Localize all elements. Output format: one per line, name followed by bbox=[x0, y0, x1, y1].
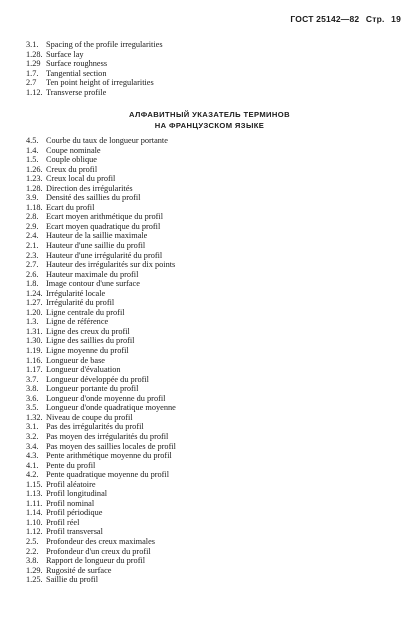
entry-term: Ecart moyen arithmétique du profil bbox=[46, 212, 164, 222]
entry-term: Hauteur maximale du profil bbox=[46, 269, 139, 279]
index-entry bbox=[26, 289, 176, 299]
entry-term: Pas des irrégularités du profil bbox=[46, 422, 144, 432]
entry-term: Longueur développée du profil bbox=[46, 374, 149, 384]
entry-number: 4.2. bbox=[26, 470, 39, 480]
entry-number: 1.25. bbox=[26, 575, 43, 585]
entry-number: 2.7. bbox=[26, 260, 39, 270]
entry-term: Image contour d'une surface bbox=[46, 279, 140, 289]
index-entry bbox=[26, 184, 176, 194]
entry-term: Longueur d'évaluation bbox=[46, 365, 121, 375]
entry-term: Longueur portante du profil bbox=[46, 384, 139, 394]
entry-number: 1.8. bbox=[26, 279, 39, 289]
entry-term: Profil réel bbox=[46, 517, 80, 527]
index-entry bbox=[26, 403, 176, 413]
entry-number: 1.3. bbox=[26, 317, 39, 327]
index-entry bbox=[26, 241, 176, 251]
index-entry bbox=[26, 461, 176, 471]
entry-term: Ligne des saillies du profil bbox=[46, 336, 135, 346]
entry-term: Ligne centrale du profil bbox=[46, 307, 125, 317]
entry-term: Longueur de base bbox=[46, 355, 105, 365]
entry-number: 1.32. bbox=[26, 412, 43, 422]
entry-number: 1.19. bbox=[26, 346, 43, 356]
index-entry bbox=[26, 508, 176, 518]
index-entry bbox=[26, 270, 176, 280]
entry-term: Densité des saillies du profil bbox=[46, 193, 141, 203]
entry-term: Ligne de référence bbox=[46, 317, 109, 327]
index-entry bbox=[26, 88, 163, 98]
entry-term: Niveau de coupe du profil bbox=[46, 412, 133, 422]
entry-number: 2.6. bbox=[26, 269, 39, 279]
entry-term: Pente arithmétique moyenne du profil bbox=[46, 451, 172, 461]
index-entry bbox=[26, 69, 163, 79]
entry-number: 1.24. bbox=[26, 288, 43, 298]
index-entry bbox=[26, 432, 176, 442]
index-entry bbox=[26, 50, 163, 60]
index-entry bbox=[26, 193, 176, 203]
entry-number: 2.8. bbox=[26, 212, 39, 222]
entry-number: 1.26. bbox=[26, 164, 43, 174]
entry-term: Longueur d'onde quadratique moyenne bbox=[46, 403, 176, 413]
entry-term: Longueur d'onde moyenne du profil bbox=[46, 393, 166, 403]
index-entry bbox=[26, 165, 176, 175]
index-entry bbox=[26, 384, 176, 394]
entry-number: 4.5. bbox=[26, 136, 39, 145]
index-entry bbox=[26, 547, 176, 557]
index-entry bbox=[26, 480, 176, 490]
entry-term: Irrégularité du profil bbox=[46, 298, 115, 308]
index-entry bbox=[26, 537, 176, 547]
entry-number: 3.5. bbox=[26, 403, 39, 413]
entry-number: 1.4. bbox=[26, 145, 39, 155]
entry-number: 3.8. bbox=[26, 384, 39, 394]
index-entry bbox=[26, 231, 176, 241]
index-entry bbox=[26, 489, 176, 499]
entry-number: 1.12. bbox=[26, 527, 43, 537]
entry-term: Profondeur des creux maximales bbox=[46, 536, 155, 546]
index-entry bbox=[26, 451, 176, 461]
entry-number: 1.29 bbox=[26, 59, 41, 69]
entry-number: 2.2. bbox=[26, 546, 39, 556]
entry-term: Profil périodique bbox=[46, 508, 103, 518]
entry-term: Transverse profile bbox=[46, 87, 107, 97]
entry-number: 4.3. bbox=[26, 451, 39, 461]
section-title-line-1: АЛФАВИТНЫЙ УКАЗАТЕЛЬ ТЕРМИНОВ bbox=[129, 110, 290, 119]
entry-number: 2.5. bbox=[26, 536, 39, 546]
entry-number: 3.7. bbox=[26, 374, 39, 384]
index-entry bbox=[26, 327, 176, 337]
entry-term: Hauteur de la saillie maximale bbox=[46, 231, 148, 241]
index-entry bbox=[26, 174, 176, 184]
entry-number: 1.31. bbox=[26, 326, 43, 336]
entry-number: 1.29. bbox=[26, 565, 43, 575]
index-entry bbox=[26, 413, 176, 423]
entry-term: Spacing of the profile irregularities bbox=[46, 40, 163, 49]
index-entry bbox=[26, 566, 176, 576]
entry-number: 1.13. bbox=[26, 489, 43, 499]
entry-term: Profondeur d'un creux du profil bbox=[46, 546, 151, 556]
entry-term: Profil aléatoire bbox=[46, 479, 96, 489]
entry-term: Ligne moyenne du profil bbox=[46, 346, 129, 356]
entry-term: Hauteur d'une saillie du profil bbox=[46, 241, 146, 251]
index-entry bbox=[26, 136, 176, 146]
index-entry bbox=[26, 222, 176, 232]
entry-number: 2.3. bbox=[26, 250, 39, 260]
page-header bbox=[286, 14, 401, 24]
entry-term: Pas moyen des saillies locales de profil bbox=[46, 441, 176, 451]
entry-number: 3.2. bbox=[26, 431, 39, 441]
index-entry bbox=[26, 499, 176, 509]
entry-term: Rugosité de surface bbox=[46, 565, 112, 575]
index-entry bbox=[26, 155, 176, 165]
entry-number: 1.23. bbox=[26, 174, 43, 184]
index-entry bbox=[26, 317, 176, 327]
entry-term: Profil transversal bbox=[46, 527, 103, 537]
index-entry bbox=[26, 78, 163, 88]
index-entry bbox=[26, 356, 176, 366]
entry-term: Pente du profil bbox=[46, 460, 96, 470]
entry-term: Ligne des creux du profil bbox=[46, 326, 130, 336]
entry-term: Creux local du profil bbox=[46, 174, 116, 184]
index-entry bbox=[26, 146, 176, 156]
index-entry bbox=[26, 365, 176, 375]
entry-number: 1.12. bbox=[26, 87, 43, 97]
entry-term: Profil nominal bbox=[46, 498, 95, 508]
index-entry bbox=[26, 212, 176, 222]
index-entry bbox=[26, 575, 176, 585]
index-entry bbox=[26, 375, 176, 385]
entry-number: 1.28. bbox=[26, 49, 43, 59]
entry-term: Ecart moyen quadratique du profil bbox=[46, 221, 161, 231]
entry-number: 1.15. bbox=[26, 479, 43, 489]
entry-number: 1.11. bbox=[26, 498, 43, 508]
entry-term: Couple oblique bbox=[46, 155, 97, 165]
index-entry bbox=[26, 527, 176, 537]
index-entry bbox=[26, 251, 176, 261]
index-entry bbox=[26, 442, 176, 452]
index-entry bbox=[26, 40, 163, 50]
entry-term: Saillie du profil bbox=[46, 575, 99, 585]
entry-number: 1.20. bbox=[26, 307, 43, 317]
index-entry bbox=[26, 518, 176, 528]
entry-number: 1.5. bbox=[26, 155, 39, 165]
entry-number: 3.8. bbox=[26, 556, 39, 566]
entry-term: Irrégularité locale bbox=[46, 288, 106, 298]
entry-term: Pente quadratique moyenne du profil bbox=[46, 470, 170, 480]
entry-term: Profil longitudinal bbox=[46, 489, 108, 499]
index-entry bbox=[26, 308, 176, 318]
index-entry bbox=[26, 203, 176, 213]
entry-term: Coupe nominale bbox=[46, 145, 101, 155]
entry-number: 3.4. bbox=[26, 441, 39, 451]
index-entry bbox=[26, 336, 176, 346]
index-entry bbox=[26, 422, 176, 432]
entry-number: 1.17. bbox=[26, 365, 43, 375]
index-entry bbox=[26, 260, 176, 270]
section-title-line-2: НА ФРАНЦУЗСКОМ ЯЗЫКЕ bbox=[154, 121, 265, 130]
index-entry bbox=[26, 394, 176, 404]
entry-term: Pas moyen des irrégularités du profil bbox=[46, 431, 169, 441]
entry-number: 1.27. bbox=[26, 298, 43, 308]
index-entry bbox=[26, 346, 176, 356]
page-label: Стр. bbox=[365, 14, 385, 24]
entry-term: Hauteur des irrégularités sur dix points bbox=[46, 260, 176, 270]
entry-term: Tangential section bbox=[46, 68, 107, 78]
page-number: 19 bbox=[391, 14, 401, 24]
index-entry bbox=[26, 298, 176, 308]
entry-number: 1.30. bbox=[26, 336, 43, 346]
entry-number: 3.6. bbox=[26, 393, 39, 403]
entry-number: 1.7. bbox=[26, 68, 39, 78]
index-entry bbox=[26, 59, 163, 69]
section-title bbox=[0, 109, 419, 131]
entry-term: Creux du profil bbox=[46, 164, 98, 174]
entry-number: 2.4. bbox=[26, 231, 39, 241]
standard-code: ГОСТ 25142—82 bbox=[290, 14, 360, 24]
entry-number: 2.9. bbox=[26, 221, 39, 231]
entry-number: 4.1. bbox=[26, 460, 39, 470]
entry-number: 1.16. bbox=[26, 355, 43, 365]
entry-number: 2.7 bbox=[26, 78, 37, 88]
entry-term: Ecart du profil bbox=[46, 202, 95, 212]
entry-number: 3.9. bbox=[26, 193, 39, 203]
entry-number: 1.10. bbox=[26, 517, 43, 527]
entry-term: Surface roughness bbox=[46, 59, 108, 69]
english-term-list bbox=[26, 40, 163, 97]
entry-term: Hauteur d'une irrégularité du profil bbox=[46, 250, 163, 260]
entry-number: 1.14. bbox=[26, 508, 43, 518]
entry-term: Direction des irrégularités bbox=[46, 183, 133, 193]
entry-term: Courbe du taux de longueur portante bbox=[46, 136, 168, 145]
entry-term: Rapport de longueur du profil bbox=[46, 556, 146, 566]
french-term-list bbox=[26, 136, 176, 585]
entry-number: 3.1. bbox=[26, 422, 39, 432]
entry-term: Surface lay bbox=[46, 49, 84, 59]
entry-term: Ten point height of irregularities bbox=[46, 78, 154, 88]
index-entry bbox=[26, 279, 176, 289]
entry-number: 3.1. bbox=[26, 40, 39, 49]
entry-number: 1.28. bbox=[26, 183, 43, 193]
entry-number: 1.18. bbox=[26, 202, 43, 212]
index-entry bbox=[26, 556, 176, 566]
index-entry bbox=[26, 470, 176, 480]
entry-number: 2.1. bbox=[26, 241, 39, 251]
